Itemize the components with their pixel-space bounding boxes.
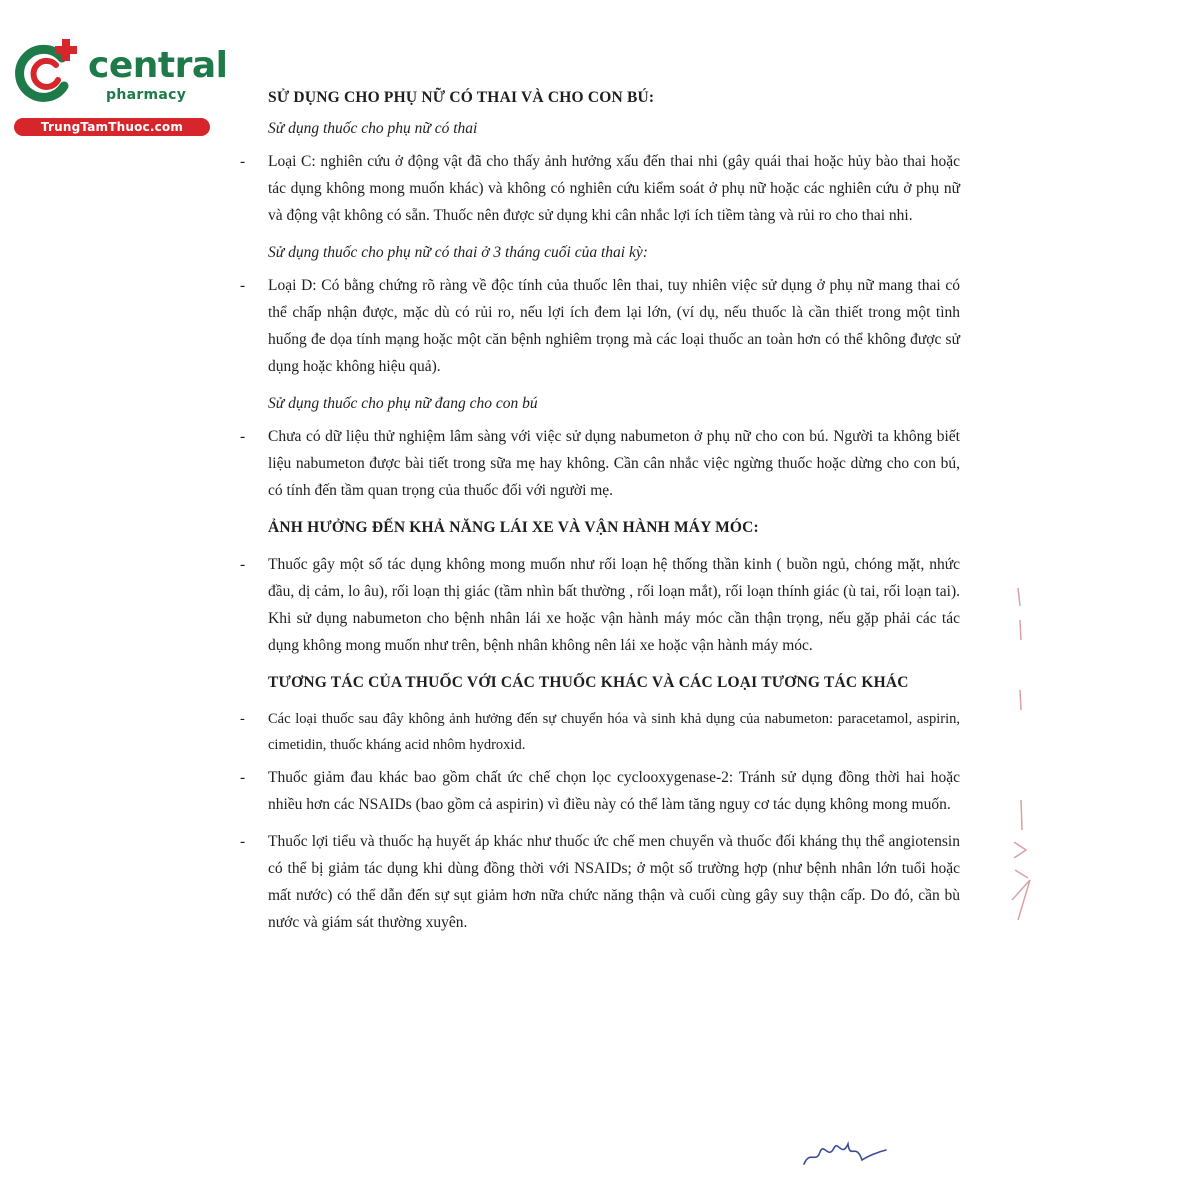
section-heading-pregnancy: SỬ DỤNG CHO PHỤ NỮ CÓ THAI VÀ CHO CON BÚ:: [268, 89, 655, 106]
list-item: [230, 706, 960, 758]
list-item: [230, 764, 960, 818]
section-heading-driving: ẢNH HƯỞNG ĐẾN KHẢ NĂNG LÁI XE VÀ VẬN HÀNH MÁY MÓC:: [268, 519, 759, 536]
list-item: [230, 148, 960, 229]
item-text: Các loại thuốc sau đây không ảnh hưởng đến sự chuyển hóa và sinh khả dụng của nabumeton: paracetamol, aspirin, cimetidin, thuốc kháng acid nhôm hydroxid.: [268, 711, 960, 753]
list-item: [230, 828, 960, 936]
margin-stamp-marks: [1000, 580, 1040, 940]
item-text: Thuốc giảm đau khác bao gồm chất ức chế chọn lọc cyclooxygenase-2: Tránh sử dụng đồng thời hai hoặc nhiều hơn các NSAIDs (bao gồm cả aspirin) vì điều này có thể làm tăng nguy cơ tác dụng không mong muốn.: [268, 769, 960, 813]
bullet-dash: -: [240, 556, 246, 573]
section-heading-interactions: TƯƠNG TÁC CỦA THUỐC VỚI CÁC THUỐC KHÁC VÀ CÁC LOẠI TƯƠNG TÁC KHÁC: [268, 674, 909, 691]
bullet-dash: -: [240, 833, 246, 850]
subheading-pregnant-women: Sử dụng thuốc cho phụ nữ có thai: [268, 120, 478, 137]
bullet-dash: -: [240, 769, 246, 786]
central-logo-icon: [12, 38, 82, 108]
bullet-dash: -: [240, 277, 246, 294]
list-item: [230, 272, 960, 380]
logo-website-url: TrungTamThuoc.com: [14, 118, 210, 136]
document-body: [230, 84, 960, 946]
item-text: Chưa có dữ liệu thử nghiệm lâm sàng với việc sử dụng nabumeton ở phụ nữ cho con bú. Người ta không biết liệu nabumeton được bài tiết trong sữa mẹ hay không. Cần cân nhắc việc ngừng thuốc hoặc dừng cho con bú, có tính đến tầm quan trọng của thuốc đối với người mẹ.: [268, 428, 960, 499]
list-item: [230, 551, 960, 659]
handwritten-signature: [800, 1130, 890, 1175]
logo-brand-name: central: [88, 45, 228, 86]
item-text: Thuốc lợi tiểu và thuốc hạ huyết áp khác như thuốc ức chế men chuyển và thuốc đối kháng thụ thể angiotensin có thể bị giảm tác dụng khi dùng đồng thời với NSAIDs; ở một số trường hợp (như bệnh nhân lớn tuổi hoặc mất nước) có thể dẫn đến sự sụt giảm hơn nữa chức năng thận và cuối cùng gây suy thận cấp. Do đó, cần bù nước và giám sát thường xuyên.: [268, 833, 960, 931]
item-text: Loại C: nghiên cứu ở động vật đã cho thấy ảnh hưởng xấu đến thai nhi (gây quái thai hoặc hủy bào thai hoặc tác dụng không mong muốn khác) và không có nghiên cứu kiểm soát ở phụ nữ hoặc các nghiên cứu ở phụ nữ và động vật không có sẵn. Thuốc nên được sử dụng khi cân nhắc lợi ích tiềm tàng và rủi ro cho thai nhi.: [268, 153, 960, 224]
subheading-breastfeeding: Sử dụng thuốc cho phụ nữ đang cho con bú: [268, 395, 538, 412]
list-item: [230, 423, 960, 504]
item-text: Thuốc gây một số tác dụng không mong muốn như rối loạn hệ thống thần kinh ( buồn ngủ, chóng mặt, nhức đầu, dị cảm, lo âu), rối loạn thị giác (tầm nhìn bất thường , rối loạn mắt), rối loạn thính giác (ù tai, rối loạn tai). Khi sử dụng nabumeton cho bệnh nhân lái xe hoặc vận hành máy móc cần thận trọng, nếu gặp phải các tác dụng không mong muốn như trên, bệnh nhân không nên lái xe hoặc vận hành máy móc.: [268, 556, 960, 654]
logo-subtitle: pharmacy: [106, 87, 187, 103]
subheading-third-trimester: Sử dụng thuốc cho phụ nữ có thai ở 3 tháng cuối của thai kỳ:: [268, 244, 648, 261]
bullet-dash: -: [240, 153, 246, 170]
central-pharmacy-logo: [12, 38, 228, 138]
item-text: Loại D: Có bằng chứng rõ ràng về độc tính của thuốc lên thai, tuy nhiên việc sử dụng ở phụ nữ mang thai có thể chấp nhận được, mặc dù có rủi ro, nếu lợi ích đem lại lớn, (ví dụ, nếu thuốc là cần thiết trong một tình huống đe dọa tính mạng hoặc một căn bệnh nghiêm trọng mà các loại thuốc an toàn hơn có thể không được sử dụng hoặc không hiệu quả).: [268, 277, 960, 375]
bullet-dash: -: [240, 428, 246, 445]
bullet-dash: -: [240, 711, 245, 727]
